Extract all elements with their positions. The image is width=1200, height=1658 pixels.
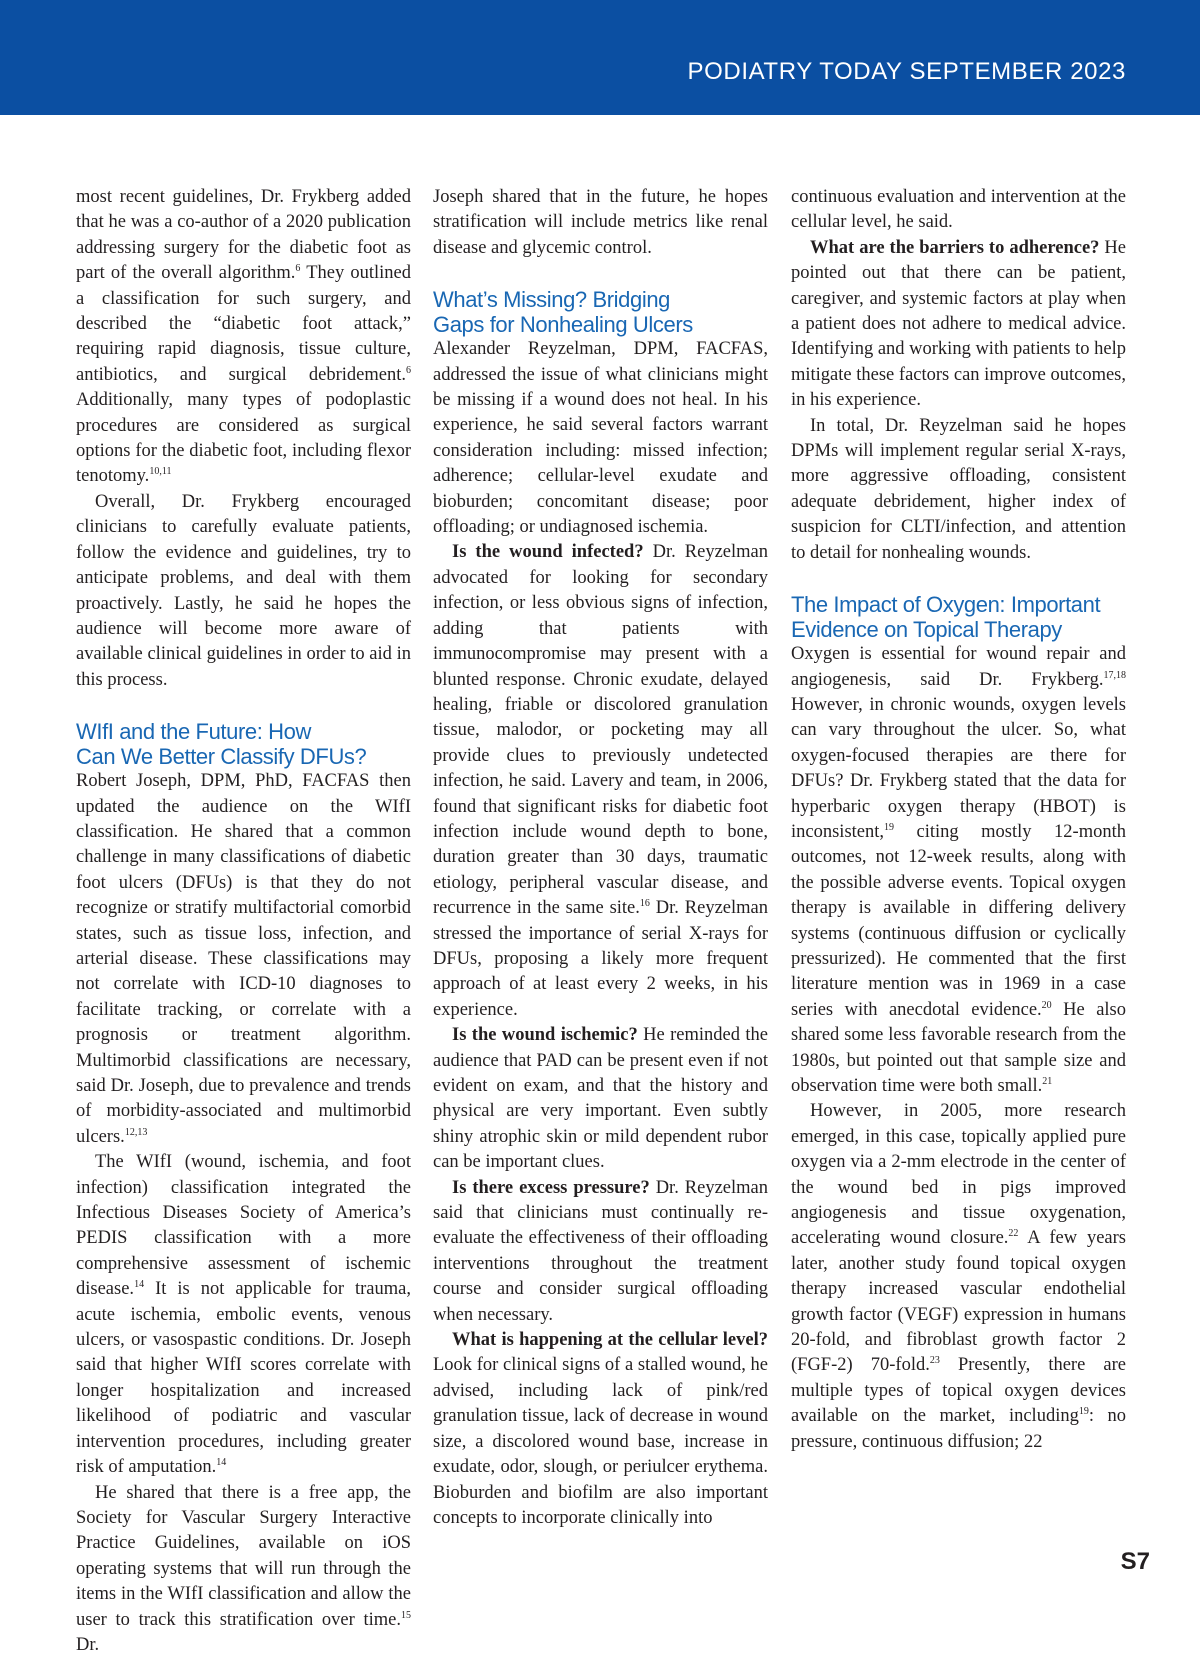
reference: 16 xyxy=(640,898,650,909)
reference: 19 xyxy=(884,822,894,833)
paragraph: However, in 2005, more research emerged, in this case, topically applied pure oxygen via a 2-mm electrode in the center of the wound bed in pigs improved angiogenesis and tissue oxygenation, accelerating wound closure.$^{22}$ A few years later, another study found topical oxygen therapy increased vascular endothelial growth factor (VEGF) expression in humans 20-fold, and fibroblast growth factor 2 (FGF-2) 70-fold.$^{23}$ Presently, there are multiple types of topical oxygen devices available on the market, including$^{19}$: no pressure, continuous diffusion; 22 xyxy=(791,1099,1126,1455)
section-heading: The Impact of Oxygen: Important Evidence on Topical Therapy xyxy=(791,592,1126,642)
reference: 19 xyxy=(1079,1406,1089,1417)
paragraph: The WIfI (wound, ischemia, and foot infection) classification integrated the Infectious Diseases Society of America’s PEDIS classification with a more comprehensive assessment of ischemic disease.$^{14}$ It is not applicable for trauma, acute ischemia, embolic events, venous ulcers, or vasospastic conditions. Dr. Joseph said that higher WIfI scores correlate with longer hospitalization and increased likelihood of podiatric and vascular intervention procedures, including greater risk of amputation.$^{14}$ xyxy=(76,1150,411,1480)
page-number: S7 xyxy=(1121,1548,1150,1576)
subhead-question: Is the wound ischemic? xyxy=(452,1025,638,1045)
reference: 22 xyxy=(1008,1228,1018,1239)
reference: 17,18 xyxy=(1104,670,1127,681)
paragraph: Is there excess pressure? Dr. Reyzelman said that clinicians must continually re-evaluate the effectiveness of their offloading interventions throughout the treatment course and consider surgical offloading when necessary. xyxy=(433,1176,768,1328)
paragraph: Is the wound infected? Dr. Reyzelman advocated for looking for secondary infection, or less obvious signs of infection, adding that patients with immunocompromise may present with a blunted response. Chronic exudate, delayed healing, friable or discolored granulation tissue, malodor, or pocketing may all provide clues to previously undetected infection, he said. Lavery and team, in 2006, found that significant risks for diabetic foot infection include wound depth to bone, duration greater than 30 days, traumatic etiology, peripheral vascular disease, and recurrence in the same site.$^{16}$ Dr. Reyzelman stressed the importance of serial X-rays for DFUs, proposing a likely more frequent approach of at least every 2 weeks, in his experience. xyxy=(433,540,768,1023)
paragraph: Alexander Reyzelman, DPM, FACFAS, addressed the issue of what clinicians might be missing if a wound does not heal. In his experience, he said several factors warrant consideration including: missed infection; adherence; cellular-level exudate and bioburden; concomitant disease; poor offloading; or undiagnosed ischemia. xyxy=(433,337,768,540)
subhead-question: Is the wound infected? xyxy=(452,542,644,562)
reference: 10,11 xyxy=(149,466,171,477)
reference: 6 xyxy=(406,365,411,376)
paragraph: continuous evaluation and intervention at the cellular level, he said. xyxy=(791,185,1126,236)
reference: 6 xyxy=(295,263,300,274)
column-2 xyxy=(433,185,768,1531)
subhead-question: What is happening at the cellular level? xyxy=(452,1330,768,1350)
paragraph: most recent guidelines, Dr. Frykberg added that he was a co-author of a 2020 publication addressing surgery for the diabetic foot as part of the overall algorithm.$^6$ They outlined a classification for such surgery, and described the “diabetic foot attack,” requiring rapid diagnosis, tissue culture, antibiotics, and surgical debridement.$^6$ Additionally, many types of podoplastic procedures are considered as surgical options for the diabetic foot, including flexor tenotomy.$^{10,11}$ xyxy=(76,185,411,490)
paragraph: Joseph shared that in the future, he hopes stratification will include metrics like renal disease and glycemic control. xyxy=(433,185,768,261)
paragraph: Overall, Dr. Frykberg encouraged clinicians to carefully evaluate patients, follow the evidence and guidelines, try to anticipate problems, and deal with them proactively. Lastly, he said he hopes the audience will become more aware of available clinical guidelines in order to aid in this process. xyxy=(76,490,411,693)
reference: 15 xyxy=(401,1610,411,1621)
reference: 20 xyxy=(1042,1000,1052,1011)
section-heading: WIfI and the Future: How Can We Better Classify DFUs? xyxy=(76,719,411,769)
column-1 xyxy=(76,185,411,1658)
reference: 23 xyxy=(930,1355,940,1366)
paragraph: What is happening at the cellular level? Look for clinical signs of a stalled wound, he advised, including lack of pink/red granulation tissue, lack of decrease in wound size, a discolored wound base, increase in exudate, odor, slough, or periulcer erythema. Bioburden and biofilm are also important concepts to incorporate clinically into xyxy=(433,1328,768,1531)
reference: 12,13 xyxy=(125,1127,148,1138)
subhead-question: What are the barriers to adherence? xyxy=(810,238,1099,258)
subhead-question: Is there excess pressure? xyxy=(452,1178,650,1198)
paragraph: In total, Dr. Reyzelman said he hopes DPMs will implement regular serial X-rays, more aggressive offloading, consistent adequate debridement, higher index of suspicion for CLTI/infection, and attention to detail for nonhealing wounds. xyxy=(791,414,1126,566)
paragraph: What are the barriers to adherence? He pointed out that there can be patient, caregiver, and systemic factors at play when a patient does not adhere to medical advice. Identifying and working with patients to help mitigate these factors can improve outcomes, in his experience. xyxy=(791,236,1126,414)
column-3 xyxy=(791,185,1126,1455)
masthead-banner xyxy=(0,0,1200,115)
reference: 21 xyxy=(1042,1076,1052,1087)
paragraph: Is the wound ischemic? He reminded the audience that PAD can be present even if not evident on exam, and that the history and physical are very important. Even subtly shiny atrophic skin or mild dependent rubor can be important clues. xyxy=(433,1023,768,1175)
paragraph: Robert Joseph, DPM, PhD, FACFAS then updated the audience on the WIfI classification. He shared that a common challenge in many classifications of diabetic foot ulcers (DFUs) is that they do not recognize or stratify multifactorial comorbid states, such as tissue loss, infection, and arterial disease. These classifications may not correlate with ICD-10 diagnoses to facilitate tracking, or correlate with a prognosis or treatment algorithm. Multimorbid classifications are necessary, said Dr. Joseph, due to prevalence and trends of morbidity-associated and multimorbid ulcers.$^{12,13}$ xyxy=(76,769,411,1150)
paragraph: He shared that there is a free app, the Society for Vascular Surgery Interactive Practice Guidelines, available on iOS operating systems that will run through the items in the WIfI classification and allow the user to track this stratification over time.$^{15}$ Dr. xyxy=(76,1481,411,1658)
reference: 14 xyxy=(134,1279,144,1290)
reference: 14 xyxy=(216,1457,226,1468)
section-heading: What’s Missing? Bridging Gaps for Nonhealing Ulcers xyxy=(433,287,768,337)
paragraph: Oxygen is essential for wound repair and angiogenesis, said Dr. Frykberg.$^{17,18}$ However, in chronic wounds, oxygen levels can vary throughout the ulcer. So, what oxygen-focused therapies are there for DFUs? Dr. Frykberg stated that the data for hyperbaric oxygen therapy (HBOT) is inconsistent,$^{19}$ citing mostly 12-month outcomes, not 12-week results, along with the possible adverse events. Topical oxygen therapy is available in differing delivery systems (continuous diffusion or cyclically pressurized). He commented that the first literature mention was in 1969 in a case series with anecdotal evidence.$^{20}$ He also shared some less favorable research from the 1980s, but pointed out that sample size and observation time were both small.$^{21}$ xyxy=(791,642,1126,1099)
publication-title: PODIATRY TODAY SEPTEMBER 2023 xyxy=(688,58,1126,86)
